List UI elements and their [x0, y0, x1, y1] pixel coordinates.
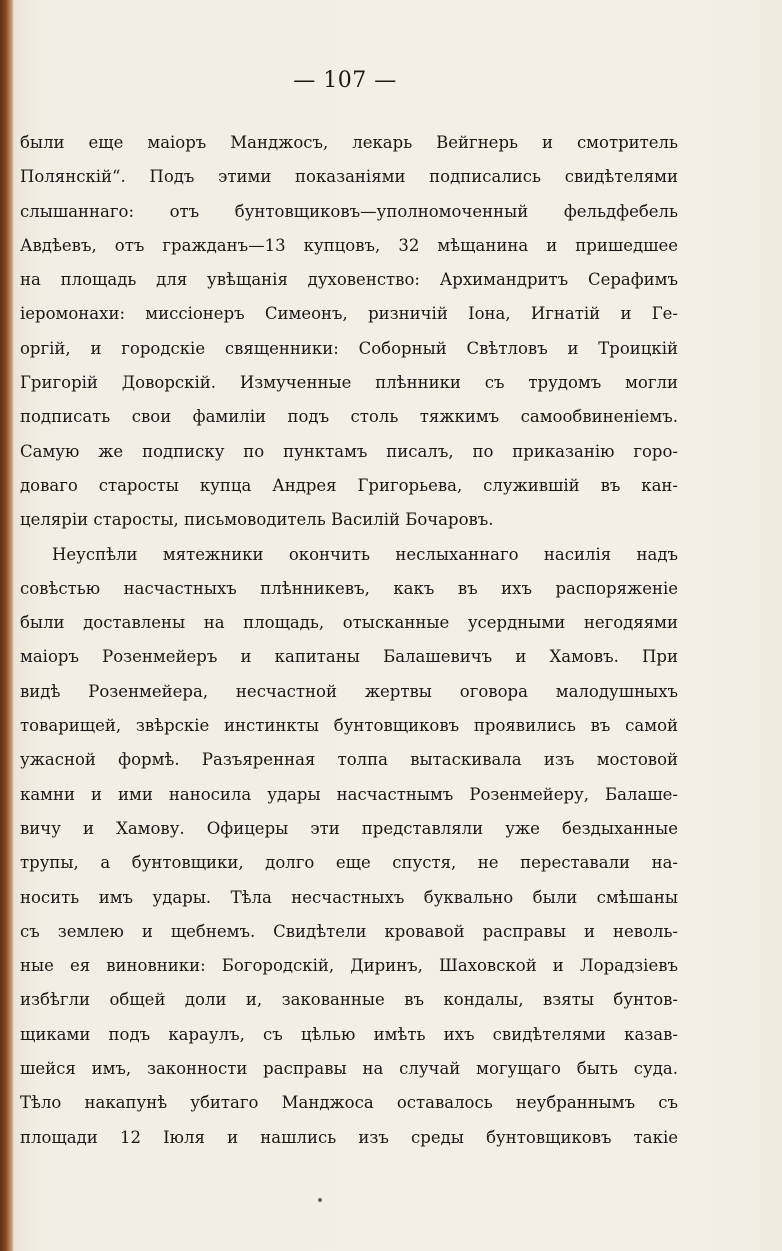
text-line: на площадь для увѣщанія духовенство: Архимандритъ Серафимъ: [20, 270, 678, 290]
paragraph-start-line: Неуспѣли мятежники окончить неслыханнаго насилія надъ: [52, 544, 678, 564]
page-number: — 107 —: [293, 68, 397, 93]
text-line: носить имъ удары. Тѣла несчастныхъ буквально были смѣшаны: [20, 887, 678, 907]
text-line: камни и ими наносила удары насчастнымъ Розенмейеру, Балаше-: [20, 784, 678, 804]
text-line: площади 12 Іюля и нашлись изъ среды бунтовщиковъ такіе: [20, 1127, 678, 1147]
text-line: шейся имъ, законности расправы на случай могущаго быть суда.: [20, 1059, 678, 1079]
text-line: подписать свои фамиліи подъ столь тяжкимъ самообвиненіемъ.: [20, 407, 678, 427]
text-line: Тѣло накапунѣ убитаго Манджоса оставалось неубраннымъ съ: [20, 1093, 678, 1113]
text-line: оргій, и городскіе священники: Соборный Свѣтловъ и Троицкій: [20, 338, 678, 358]
text-line: съ землею и щебнемъ. Свидѣтели кровавой расправы и неволь-: [20, 921, 678, 941]
text-line: совѣстью насчастныхъ плѣнникевъ, какъ въ ихъ распоряженіе: [20, 578, 678, 598]
text-line: ужасной формѣ. Разъяренная толпа вытаскивала изъ мостовой: [20, 750, 678, 770]
text-line: іеромонахи: миссіонеръ Симеонъ, ризничій Іона, Игнатій и Ге-: [20, 304, 678, 324]
text-line: целяріи старосты, письмоводитель Василій Бочаровъ.: [20, 510, 494, 530]
body-text: [20, 126, 678, 1155]
text-line: видѣ Розенмейера, несчастной жертвы оговора малодушныхъ: [20, 681, 678, 701]
text-line: Григорій Доворскій. Измученные плѣнники съ трудомъ могли: [20, 373, 678, 393]
text-line: Полянскій“. Подъ этими показаніями подписались свидѣтелями: [20, 167, 678, 187]
binding-edge: [0, 0, 14, 1251]
text-line: трупы, а бунтовщики, долго еще спустя, не переставали на-: [20, 853, 678, 873]
text-line: ные ея виновники: Богородскій, Диринъ, Шаховской и Лорадзіевъ: [20, 956, 678, 976]
text-line: слышаннаго: отъ бунтовщиковъ—уполномоченный фельдфебель: [20, 201, 678, 221]
text-line: Авдѣевъ, отъ гражданъ—13 купцовъ, 32 мѣщанина и пришедшее: [20, 235, 678, 255]
text-line: товарищей, звѣрскіе инстинкты бунтовщиковъ проявились въ самой: [20, 716, 678, 736]
text-line: доваго старосты купца Андрея Григорьева, служившій въ кан-: [20, 475, 678, 495]
text-line: щиками подъ караулъ, съ цѣлью имѣть ихъ свидѣтелями казав-: [20, 1024, 678, 1044]
text-line: избѣгли общей доли и, закованные въ кондалы, взяты бунтов-: [20, 990, 678, 1010]
text-line: Самую же подписку по пунктамъ писалъ, по приказанію горо-: [20, 441, 678, 461]
text-line: были еще маіоръ Манджосъ, лекарь Вейгнерь и смотритель: [20, 133, 678, 152]
text-line: были доставлены на площадь, отысканные усердными негодяями: [20, 613, 678, 633]
text-line: вичу и Хамову. Офицеры эти представляли уже бездыханные: [20, 818, 678, 838]
ink-speck: [318, 1198, 322, 1202]
text-line: маіоръ Розенмейеръ и капитаны Балашевичъ и Хамовъ. При: [20, 647, 678, 667]
